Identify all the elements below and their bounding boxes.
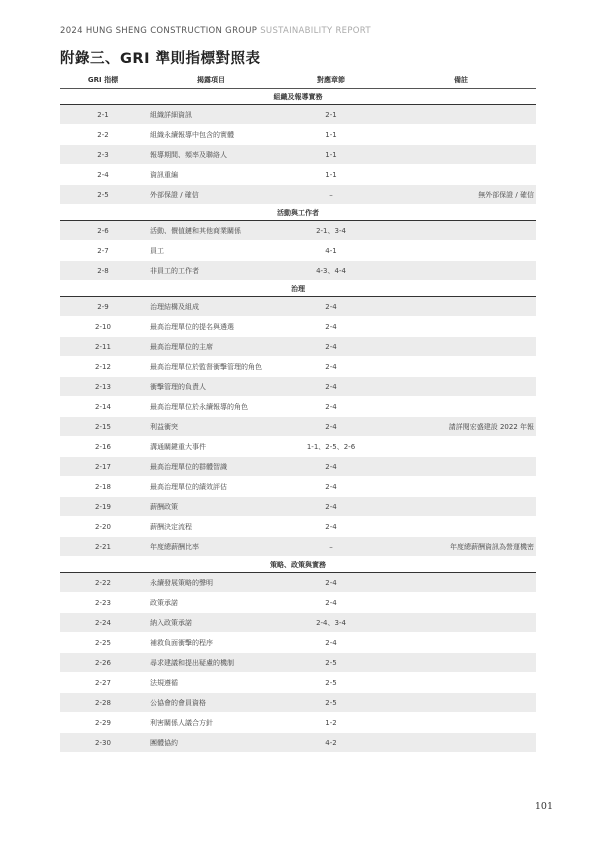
remarks-cell: 年度總薪酬資訊為營運機密 — [386, 537, 536, 557]
remarks-cell — [386, 357, 536, 377]
gri-code-cell: 2-9 — [60, 297, 146, 317]
disclosure-cell: 團體協約 — [146, 733, 276, 753]
gri-code-cell: 2-2 — [60, 125, 146, 145]
disclosure-cell: 永續發展策略的聲明 — [146, 573, 276, 593]
chapter-cell: 2-1 — [276, 105, 386, 125]
remarks-cell — [386, 733, 536, 753]
running-header — [60, 26, 371, 36]
chapter-cell: 2-5 — [276, 653, 386, 673]
table-row — [60, 337, 536, 357]
disclosure-cell: 治理結構及組成 — [146, 297, 276, 317]
gri-code-cell: 2-12 — [60, 357, 146, 377]
chapter-cell: 2-4 — [276, 517, 386, 537]
disclosure-cell: 法規遵循 — [146, 673, 276, 693]
table-header-row — [60, 71, 536, 89]
disclosure-cell: 利益衝突 — [146, 417, 276, 437]
table-row — [60, 297, 536, 317]
gri-code-cell: 2-4 — [60, 165, 146, 185]
column-header-remarks: 備註 — [386, 71, 536, 89]
disclosure-cell: 納入政策承諾 — [146, 613, 276, 633]
disclosure-cell: 尋求建議和提出疑慮的機制 — [146, 653, 276, 673]
gri-code-cell: 2-13 — [60, 377, 146, 397]
remarks-cell — [386, 633, 536, 653]
table-row — [60, 537, 536, 557]
gri-code-cell: 2-26 — [60, 653, 146, 673]
gri-code-cell: 2-15 — [60, 417, 146, 437]
disclosure-cell: 補救負面衝擊的程序 — [146, 633, 276, 653]
chapter-cell: 2-4 — [276, 297, 386, 317]
remarks-cell — [386, 517, 536, 537]
remarks-cell — [386, 713, 536, 733]
table-row — [60, 165, 536, 185]
table-row — [60, 457, 536, 477]
table-row — [60, 397, 536, 417]
disclosure-cell: 報導期間、頻率及聯絡人 — [146, 145, 276, 165]
remarks-cell — [386, 477, 536, 497]
remarks-cell — [386, 693, 536, 713]
remarks-cell — [386, 613, 536, 633]
chapter-cell: 1-2 — [276, 713, 386, 733]
table-row — [60, 377, 536, 397]
chapter-cell: 2-5 — [276, 693, 386, 713]
report-company: 2024 HUNG SHENG CONSTRUCTION GROUP — [60, 26, 258, 36]
chapter-cell: 1-1 — [276, 145, 386, 165]
gri-code-cell: 2-20 — [60, 517, 146, 537]
table-row — [60, 613, 536, 633]
page-title: 附錄三、GRI 準則指標對照表 — [60, 51, 261, 67]
disclosure-cell: 政策承諾 — [146, 593, 276, 613]
remarks-cell — [386, 165, 536, 185]
remarks-cell — [386, 261, 536, 281]
remarks-cell — [386, 573, 536, 593]
gri-code-cell: 2-8 — [60, 261, 146, 281]
table-row — [60, 713, 536, 733]
table-row — [60, 185, 536, 205]
remarks-cell — [386, 593, 536, 613]
remarks-cell — [386, 653, 536, 673]
chapter-cell: 2-4 — [276, 377, 386, 397]
gri-code-cell: 2-3 — [60, 145, 146, 165]
chapter-cell: 2-4 — [276, 573, 386, 593]
disclosure-cell: 最高治理單位於監督衝擊管理的角色 — [146, 357, 276, 377]
remarks-cell — [386, 317, 536, 337]
chapter-cell: 1-1 — [276, 165, 386, 185]
table-row — [60, 125, 536, 145]
chapter-cell: 1-1、2-5、2-6 — [276, 437, 386, 457]
table-row — [60, 693, 536, 713]
remarks-cell — [386, 457, 536, 477]
chapter-cell: 4-3、4-4 — [276, 261, 386, 281]
disclosure-cell: 公協會的會員資格 — [146, 693, 276, 713]
section-header-row — [60, 205, 536, 221]
disclosure-cell: 員工 — [146, 241, 276, 261]
column-header-disclosure: 揭露項目 — [146, 71, 276, 89]
column-header-chapter: 對應章節 — [276, 71, 386, 89]
disclosure-cell: 薪酬政策 — [146, 497, 276, 517]
gri-index-table — [60, 71, 536, 753]
table-row — [60, 417, 536, 437]
gri-code-cell: 2-18 — [60, 477, 146, 497]
chapter-cell: 2-4、3-4 — [276, 613, 386, 633]
chapter-cell: 2-4 — [276, 397, 386, 417]
table-row — [60, 653, 536, 673]
remarks-cell: 請詳閱宏盛建設 2022 年報 — [386, 417, 536, 437]
table-row — [60, 517, 536, 537]
table-row — [60, 317, 536, 337]
disclosure-cell: 最高治理單位的績效評估 — [146, 477, 276, 497]
gri-code-cell: 2-1 — [60, 105, 146, 125]
disclosure-cell: 衝擊管理的負責人 — [146, 377, 276, 397]
gri-code-cell: 2-25 — [60, 633, 146, 653]
remarks-cell — [386, 297, 536, 317]
disclosure-cell: 資訊重編 — [146, 165, 276, 185]
table-row — [60, 357, 536, 377]
disclosure-cell: 年度總薪酬比率 — [146, 537, 276, 557]
table-row — [60, 733, 536, 753]
remarks-cell — [386, 105, 536, 125]
chapter-cell: 4-2 — [276, 733, 386, 753]
gri-code-cell: 2-6 — [60, 221, 146, 241]
chapter-cell: 2-4 — [276, 457, 386, 477]
chapter-cell: 4-1 — [276, 241, 386, 261]
table-row — [60, 477, 536, 497]
remarks-cell — [386, 125, 536, 145]
table-row — [60, 633, 536, 653]
gri-code-cell: 2-24 — [60, 613, 146, 633]
disclosure-cell: 最高治理單位的主席 — [146, 337, 276, 357]
remarks-cell — [386, 221, 536, 241]
gri-code-cell: 2-28 — [60, 693, 146, 713]
remarks-cell: 無外部保證 / 確信 — [386, 185, 536, 205]
disclosure-cell: 組織永續報導中包含的實體 — [146, 125, 276, 145]
chapter-cell: – — [276, 185, 386, 205]
chapter-cell: 2-4 — [276, 417, 386, 437]
gri-code-cell: 2-27 — [60, 673, 146, 693]
gri-code-cell: 2-17 — [60, 457, 146, 477]
table-row — [60, 261, 536, 281]
remarks-cell — [386, 377, 536, 397]
remarks-cell — [386, 241, 536, 261]
gri-code-cell: 2-10 — [60, 317, 146, 337]
column-header-gri: GRI 指標 — [60, 71, 146, 89]
section-title: 活動與工作者 — [60, 205, 536, 221]
disclosure-cell: 組織詳細資訊 — [146, 105, 276, 125]
table-row — [60, 573, 536, 593]
gri-code-cell: 2-19 — [60, 497, 146, 517]
disclosure-cell: 最高治理單位的提名與遴選 — [146, 317, 276, 337]
section-title: 策略、政策與實務 — [60, 557, 536, 573]
table-row — [60, 437, 536, 457]
disclosure-cell: 薪酬決定流程 — [146, 517, 276, 537]
chapter-cell: 2-1、3-4 — [276, 221, 386, 241]
disclosure-cell: 最高治理單位於永續報導的角色 — [146, 397, 276, 417]
disclosure-cell: 活動、價值鏈和其他商業關係 — [146, 221, 276, 241]
disclosure-cell: 外部保證 / 確信 — [146, 185, 276, 205]
disclosure-cell: 非員工的工作者 — [146, 261, 276, 281]
remarks-cell — [386, 145, 536, 165]
disclosure-cell: 溝通關鍵重大事件 — [146, 437, 276, 457]
remarks-cell — [386, 673, 536, 693]
table-body — [60, 89, 536, 753]
table-row — [60, 145, 536, 165]
chapter-cell: 2-4 — [276, 497, 386, 517]
chapter-cell: 2-5 — [276, 673, 386, 693]
remarks-cell — [386, 437, 536, 457]
remarks-cell — [386, 497, 536, 517]
disclosure-cell: 最高治理單位的群體智識 — [146, 457, 276, 477]
gri-code-cell: 2-21 — [60, 537, 146, 557]
chapter-cell: 2-4 — [276, 337, 386, 357]
remarks-cell — [386, 397, 536, 417]
gri-code-cell: 2-23 — [60, 593, 146, 613]
page-number: 101 — [534, 801, 553, 812]
report-name: SUSTAINABILITY REPORT — [260, 26, 371, 36]
table-row — [60, 241, 536, 261]
chapter-cell: 2-4 — [276, 477, 386, 497]
gri-code-cell: 2-11 — [60, 337, 146, 357]
gri-code-cell: 2-14 — [60, 397, 146, 417]
section-title: 組織及報導實務 — [60, 89, 536, 105]
section-header-row — [60, 89, 536, 105]
gri-code-cell: 2-29 — [60, 713, 146, 733]
section-header-row — [60, 557, 536, 573]
table-row — [60, 221, 536, 241]
gri-code-cell: 2-7 — [60, 241, 146, 261]
remarks-cell — [386, 337, 536, 357]
section-title: 治理 — [60, 281, 536, 297]
chapter-cell: 1-1 — [276, 125, 386, 145]
gri-code-cell: 2-22 — [60, 573, 146, 593]
gri-code-cell: 2-16 — [60, 437, 146, 457]
table-row — [60, 593, 536, 613]
disclosure-cell: 利害關係人議合方針 — [146, 713, 276, 733]
gri-code-cell: 2-5 — [60, 185, 146, 205]
chapter-cell: 2-4 — [276, 633, 386, 653]
table-row — [60, 105, 536, 125]
table-row — [60, 497, 536, 517]
table-row — [60, 673, 536, 693]
chapter-cell: 2-4 — [276, 357, 386, 377]
section-header-row — [60, 281, 536, 297]
chapter-cell: – — [276, 537, 386, 557]
chapter-cell: 2-4 — [276, 593, 386, 613]
chapter-cell: 2-4 — [276, 317, 386, 337]
gri-code-cell: 2-30 — [60, 733, 146, 753]
